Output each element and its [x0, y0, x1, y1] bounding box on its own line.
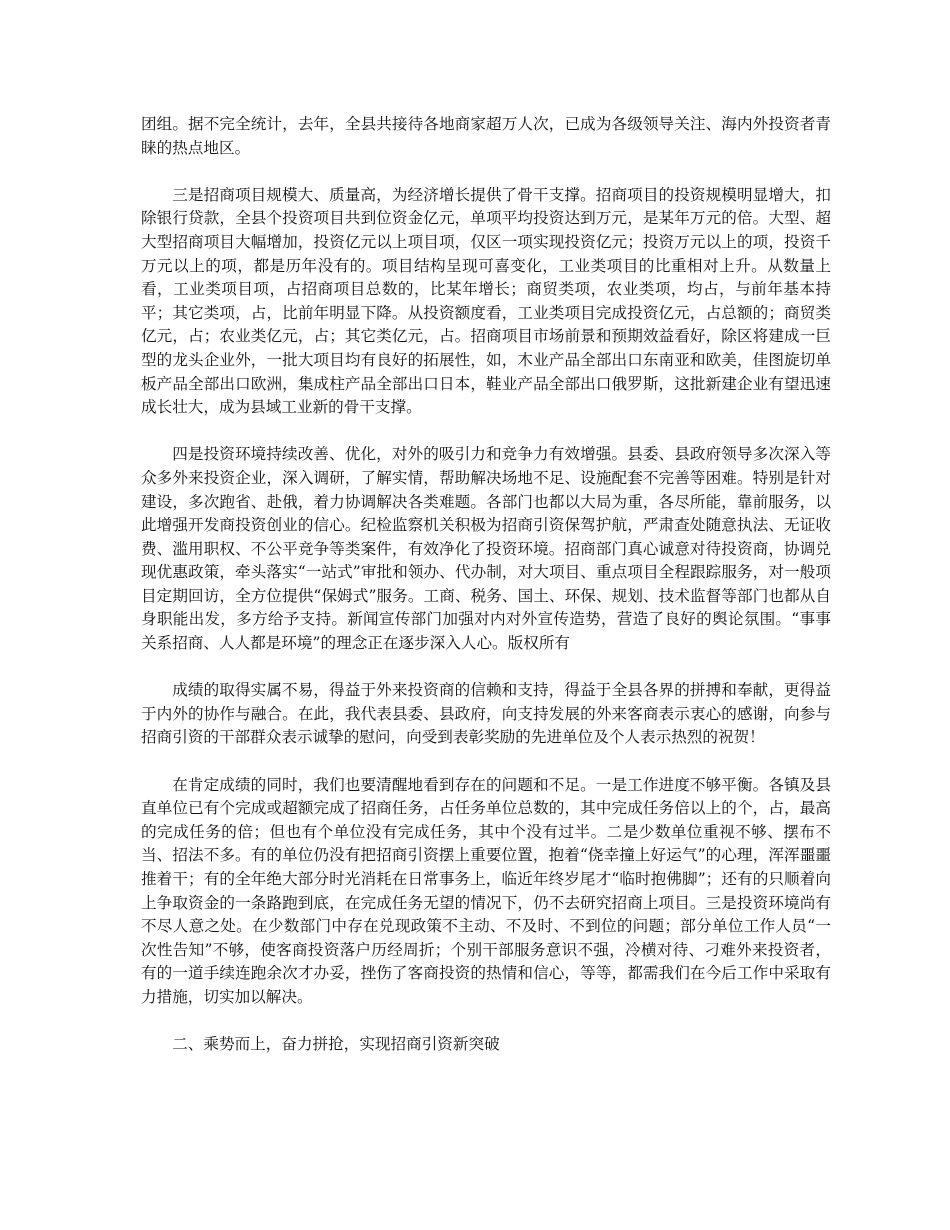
paragraph-investment-environment: 四是投资环境持续改善、优化，对外的吸引力和竞争力有效增强。县委、县政府领导多次深入等众多外来投资企业，深入调研，了解实情，帮助解决场地不足、设施配套不完善等困难。特别是针对建设，多次跑省、赴俄，着力协调解决各类难题。各部门也都以大局为重，各尽所能，靠前服务，以此增强开发商投资创业的信心。纪检监察机关积极为招商引资保驾护航，严肃查处随意执法、无证收费、滥用职权、不公平竞争等类案件，有效净化了投资环境。招商部门真心诚意对待投资商，协调兑现优惠政策，牵头落实“一站式”审批和领办、代办制，对大项目、重点项目全程跟踪服务，对一般项目定期回访，全方位提供“保姆式”服务。工商、税务、国土、环保、规划、技术监督等部门也都从自身职能出发，多方给予支持。新闻宣传部门加强对内对外宣传造势，营造了良好的舆论氛围。“事事关系招商、人人都是环境”的理念正在逐步深入人心。版权所有 [141, 445, 831, 653]
paragraph-problems: 在肯定成绩的同时，我们也要清醒地看到存在的问题和不足。一是工作进度不够平衡。各镇及县直单位已有个完成或超额完成了招商任务，占任务单位总数的，其中完成任务倍以上的个，占，最高的完成任务的倍；但也有个单位没有完成任务，其中个没有过半。二是少数单位重视不够、摆布不当、招法不多。有的单位仍没有把招商引资摆上重要位置，抱着“侥幸撞上好运气”的心理，浑浑噩噩推着干；有的全年绝大部分时光消耗在日常事务上，临近年终岁尾才“临时抱佛脚”；还有的只顺着向上争取资金的一条路跑到底，在完成任务无望的情况下，仍不去研究招商上项目。三是投资环境尚有不尽人意之处。在少数部门中存在兑现政策不主动、不及时、不到位的问题；部分单位工作人员“一次性告知”不够，使客商投资落户历经周折；个别干部服务意识不强，冷横对待、刁难外来投资者，有的一道手续连跑余次才办妥，挫伤了客商投资的热情和信心，等等，都需我们在今后工作中采取有力措施，切实加以解决。 [141, 775, 831, 1006]
paragraph-project-scale: 三是招商项目规模大、质量高，为经济增长提供了骨干支撑。招商项目的投资规模明显增大，扣除银行贷款，全县个投资项目共到位资金亿元，单项平均投资达到万元，是某年万元的倍。大型、超大型招商项目大幅增加，投资亿元以上项目项，仅区一项实现投资亿元；投资万元以上的项，投资千万元以上的项，都是历年没有的。项目结构呈现可喜变化，工业类项目的比重相对上升。从数量上看，工业类项目项，占招商项目总数的，比某年增长；商贸类项，农业类项，均占，与前年基本持平；其它类项，占，比前年明显下降。从投资额度看，工业类项目完成投资亿元，占总额的；商贸类亿元，占；农业类亿元，占；其它类亿元，占。招商项目市场前景和预期效益看好，除区将建成一巨型的龙头企业外，一批大项目均有良好的拓展性，如，木业产品全部出口东南亚和欧美，佳图旋切单板产品全部出口欧洲，集成柱产品全部出口日本，鞋业产品全部出口俄罗斯，这批新建企业有望迅速成长壮大，成为县域工业新的骨干支撑。 [141, 185, 831, 417]
paragraph-acknowledgement: 成绩的取得实属不易，得益于外来投资商的信赖和支持，得益于全县各界的拼搏和奉献，更得益于内外的协作与融合。在此，我代表县委、县政府，向支持发展的外来客商表示衷心的感谢，向参与招商引资的干部群众表示诚挚的慰问，向受到表彰奖励的先进单位及个人表示热烈的祝贺！ [141, 681, 831, 747]
section-heading-two: 二、乘势而上，奋力拼抢，实现招商引资新突破 [172, 1035, 500, 1054]
paragraph-intro-continuation: 团组。据不完全统计，去年，全县共接待各地商家超万人次，已成为各级领导关注、海内外投资者青睐的热点地区。 [141, 115, 831, 157]
document-body [141, 113, 831, 1080]
